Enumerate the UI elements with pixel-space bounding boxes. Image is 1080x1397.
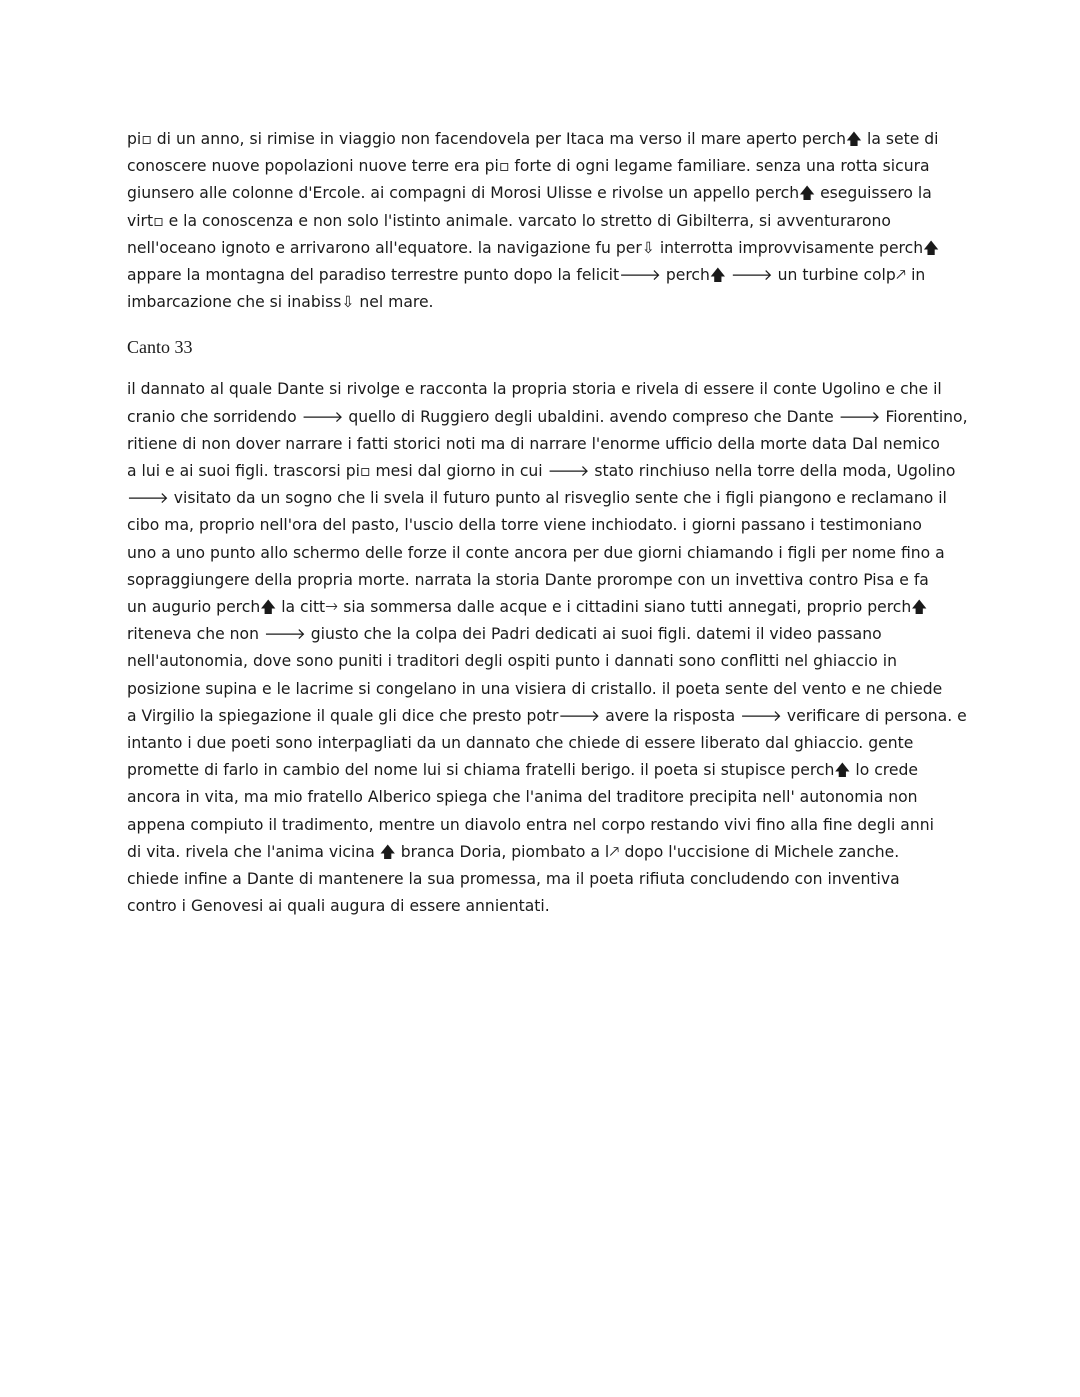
document-body [127,126,968,920]
text-line: chiede infine a Dante di mantenere la sua promessa, ma il poeta rifiuta concludendo con inventiva [127,870,900,889]
text-line: nell'oceano ignoto e arrivarono all'equatore. la navigazione fu per⇩ interrotta improvvisamente perch🡅 [127,238,940,257]
text-line: un augurio perch🡅 la citt🡒 sia sommersa dalle acque e i cittadini siano tutti annegati, proprio perch🡅 [127,598,928,617]
text-line: cibo ma, proprio nell'ora del pasto, l'uscio della torre viene inchiodato. i giorni passano i testimoniano [127,516,922,535]
text-line: 🡒 visitato da un sogno che li svela il futuro punto al risveglio sente che i figli piangono e reclamano il [127,489,947,508]
text-line: il dannato al quale Dante si rivolge e racconta la propria storia e rivela di essere il conte Ugolino e che il [127,380,942,399]
text-line: virt▫ e la conoscenza e non solo l'istinto animale. varcato lo stretto di Gibilterra, si avventurarono [127,211,891,230]
text-line: riteneva che non 🡒 giusto che la colpa dei Padri dedicati ai suoi figli. datemi il video passano [127,625,882,644]
section-heading: Canto 33 [127,337,193,358]
text-line: appare la montagna del paradiso terrestre punto dopo la felicit🡒 perch🡅 🡒 un turbine colp🡕 in [127,266,926,285]
text-line: a lui e ai suoi figli. trascorsi pi▫ mesi dal giorno in cui 🡒 stato rinchiuso nella torre della moda, Ugolino [127,462,956,481]
text-line: sopraggiungere della propria morte. narrata la storia Dante prorompe con un invettiva contro Pisa e fa [127,570,929,589]
text-line: contro i Genovesi ai quali augura di essere annientati. [127,897,550,916]
text-line: nell'autonomia, dove sono puniti i traditori degli ospiti punto i dannati sono conflitti nel ghiaccio in [127,652,897,671]
text-line: pi▫ di un anno, si rimise in viaggio non facendovela per Itaca ma verso il mare aperto perch🡅 la sete di [127,130,939,148]
paragraph-canto-33-summary [127,376,968,920]
text-line: imbarcazione che si inabiss⇩ nel mare. [127,293,434,312]
text-line: intanto i due poeti sono interpagliati da un dannato che chiede di essere liberato dal ghiaccio. gente [127,734,914,753]
text-line: ritiene di non dover narrare i fatti storici noti ma di narrare l'enorme ufficio della morte data Dal nemico [127,434,940,453]
text-line: di vita. rivela che l'anima vicina 🡅 branca Doria, piombato a l🡕 dopo l'uccisione di Michele zanche. [127,842,900,861]
text-line: promette di farlo in cambio del nome lui si chiama fratelli berigo. il poeta si stupisce perch🡅 lo crede [127,761,918,780]
text-line: appena compiuto il tradimento, mentre un diavolo entra nel corpo restando vivi fino alla fine degli anni [127,815,934,834]
text-line: giunsero alle colonne d'Ercole. ai compagni di Morosi Ulisse e rivolse un appello perch🡅 eseguissero la [127,184,932,203]
text-line: a Virgilio la spiegazione il quale gli dice che presto potr🡒 avere la risposta 🡒 verificare di persona. e [127,706,967,725]
text-line: conoscere nuove popolazioni nuove terre era pi▫ forte di ogni legame familiare. senza una rotta sicura [127,157,930,176]
text-line: posizione supina e le lacrime si congelano in una visiera di cristallo. il poeta sente del vento e ne chiede [127,679,943,698]
text-line: ancora in vita, ma mio fratello Alberico spiega che l'anima del traditore precipita nell' autonomia non [127,788,918,807]
paragraph-canto-26-summary [127,126,957,316]
text-line: uno a uno punto allo schermo delle forze il conte ancora per due giorni chiamando i figli per nome fino a [127,543,945,562]
text-line: cranio che sorridendo 🡒 quello di Ruggiero degli ubaldini. avendo compreso che Dante 🡒 Fiorentino, [127,407,968,426]
